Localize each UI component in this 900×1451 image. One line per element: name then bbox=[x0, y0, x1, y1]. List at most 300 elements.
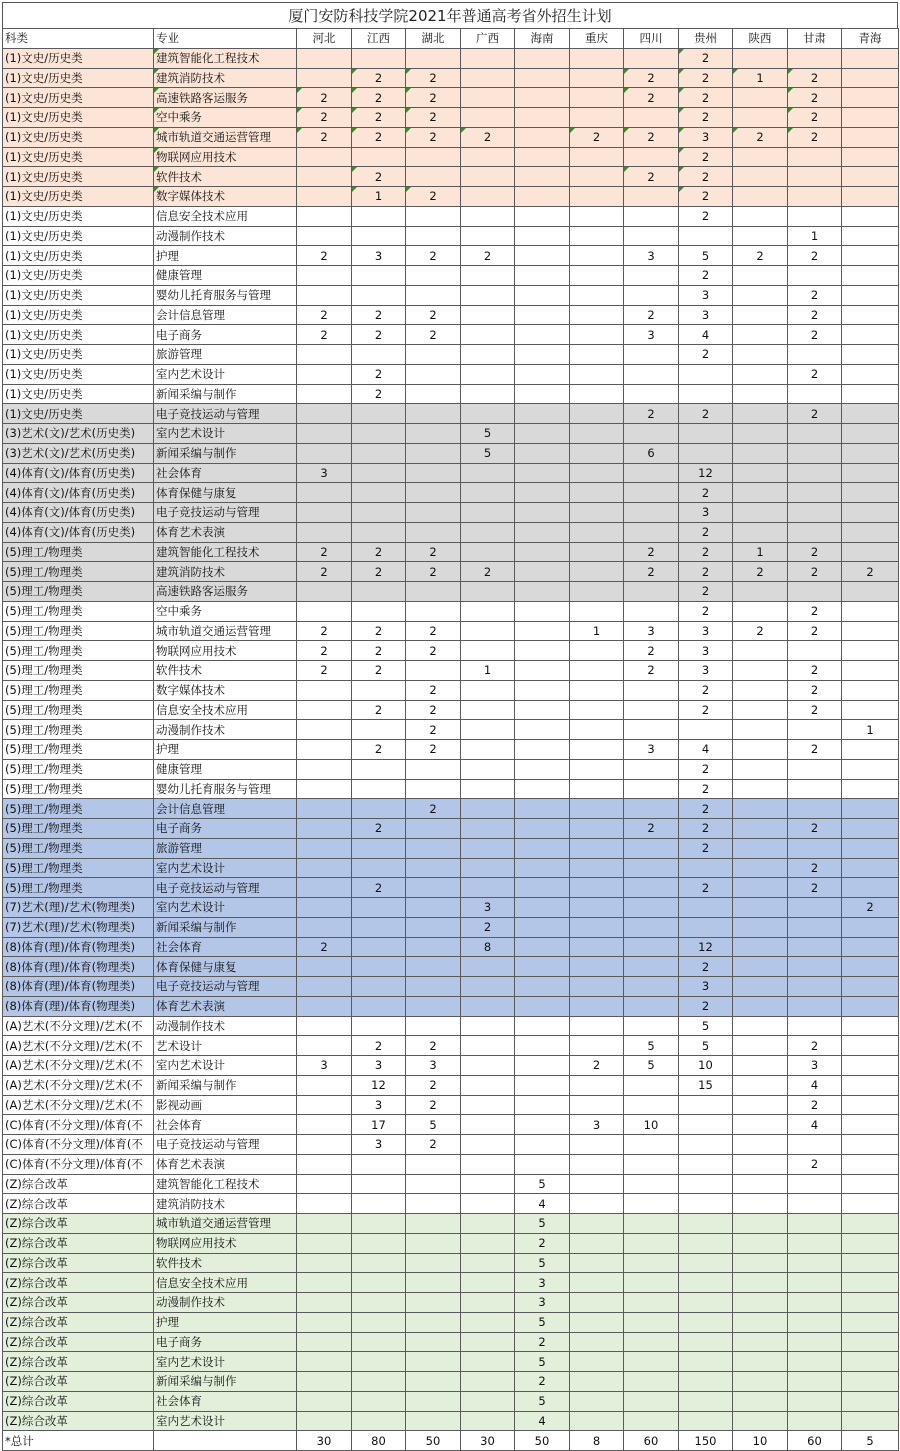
quota-cell[interactable]: 2 bbox=[406, 88, 461, 108]
quota-cell[interactable] bbox=[515, 404, 570, 424]
quota-cell[interactable] bbox=[297, 957, 352, 977]
quota-cell[interactable]: 2 bbox=[679, 759, 733, 779]
quota-cell[interactable]: 3 bbox=[515, 1293, 570, 1313]
quota-cell[interactable]: 2 bbox=[624, 305, 679, 325]
quota-cell[interactable] bbox=[624, 384, 679, 404]
category-cell[interactable]: (Z)综合改革 bbox=[3, 1332, 154, 1352]
quota-cell[interactable] bbox=[352, 996, 406, 1016]
quota-cell[interactable]: 17 bbox=[352, 1115, 406, 1135]
major-cell[interactable]: 社会体育 bbox=[154, 1391, 297, 1411]
quota-cell[interactable]: 2 bbox=[788, 108, 842, 128]
major-cell[interactable]: 电子竞技运动与管理 bbox=[154, 503, 297, 523]
category-cell[interactable]: (8)体育(理)/体育(物理类) bbox=[3, 957, 154, 977]
quota-cell[interactable] bbox=[842, 799, 899, 819]
quota-cell[interactable] bbox=[297, 582, 352, 602]
category-cell[interactable]: (1)文史/历史类 bbox=[3, 167, 154, 187]
quota-cell[interactable] bbox=[733, 641, 788, 661]
quota-cell[interactable]: 2 bbox=[352, 384, 406, 404]
quota-cell[interactable]: 2 bbox=[788, 562, 842, 582]
quota-cell[interactable] bbox=[570, 503, 624, 523]
quota-cell[interactable] bbox=[515, 700, 570, 720]
major-cell[interactable]: 软件技术 bbox=[154, 167, 297, 187]
quota-cell[interactable] bbox=[624, 601, 679, 621]
quota-cell[interactable] bbox=[461, 1352, 515, 1372]
quota-cell[interactable] bbox=[297, 1095, 352, 1115]
quota-cell[interactable] bbox=[842, 1056, 899, 1076]
quota-cell[interactable] bbox=[515, 187, 570, 207]
quota-cell[interactable]: 2 bbox=[679, 680, 733, 700]
quota-cell[interactable] bbox=[624, 720, 679, 740]
category-cell[interactable]: (C)体育(不分文理)/体育(不 bbox=[3, 1115, 154, 1135]
quota-cell[interactable] bbox=[461, 1016, 515, 1036]
quota-cell[interactable]: 3 bbox=[679, 503, 733, 523]
quota-cell[interactable]: 2 bbox=[297, 661, 352, 681]
category-cell[interactable]: (5)理工/物理类 bbox=[3, 680, 154, 700]
quota-cell[interactable] bbox=[679, 1372, 733, 1392]
quota-cell[interactable] bbox=[788, 1233, 842, 1253]
quota-cell[interactable]: 2 bbox=[679, 88, 733, 108]
quota-cell[interactable] bbox=[515, 206, 570, 226]
quota-cell[interactable] bbox=[788, 779, 842, 799]
quota-cell[interactable]: 2 bbox=[788, 404, 842, 424]
quota-cell[interactable]: 2 bbox=[679, 957, 733, 977]
quota-cell[interactable] bbox=[788, 996, 842, 1016]
quota-cell[interactable]: 2 bbox=[515, 1332, 570, 1352]
quota-cell[interactable]: 2 bbox=[679, 878, 733, 898]
major-cell[interactable]: 旅游管理 bbox=[154, 838, 297, 858]
quota-cell[interactable] bbox=[297, 1312, 352, 1332]
major-cell[interactable]: 室内艺术设计 bbox=[154, 1411, 297, 1431]
quota-cell[interactable] bbox=[788, 1293, 842, 1313]
quota-cell[interactable]: 2 bbox=[352, 88, 406, 108]
quota-cell[interactable]: 2 bbox=[352, 325, 406, 345]
quota-cell[interactable]: 2 bbox=[352, 1036, 406, 1056]
quota-cell[interactable]: 80 bbox=[352, 1431, 406, 1451]
quota-cell[interactable]: 2 bbox=[788, 127, 842, 147]
major-cell[interactable]: 电子商务 bbox=[154, 325, 297, 345]
major-cell[interactable]: 城市轨道交通运营管理 bbox=[154, 127, 297, 147]
category-cell[interactable]: (7)艺术(理)/艺术(物理类) bbox=[3, 898, 154, 918]
quota-cell[interactable] bbox=[406, 483, 461, 503]
quota-cell[interactable] bbox=[406, 878, 461, 898]
quota-cell[interactable]: 2 bbox=[679, 266, 733, 286]
column-header[interactable]: 青海 bbox=[842, 29, 899, 49]
quota-cell[interactable] bbox=[461, 325, 515, 345]
category-cell[interactable]: (1)文史/历史类 bbox=[3, 108, 154, 128]
quota-cell[interactable] bbox=[842, 759, 899, 779]
category-cell[interactable]: (Z)综合改革 bbox=[3, 1293, 154, 1313]
quota-cell[interactable]: 2 bbox=[406, 325, 461, 345]
quota-cell[interactable] bbox=[624, 898, 679, 918]
quota-cell[interactable] bbox=[297, 424, 352, 444]
category-cell[interactable]: (5)理工/物理类 bbox=[3, 799, 154, 819]
quota-cell[interactable] bbox=[515, 819, 570, 839]
quota-cell[interactable] bbox=[297, 48, 352, 68]
quota-cell[interactable] bbox=[624, 977, 679, 997]
quota-cell[interactable]: 2 bbox=[406, 720, 461, 740]
major-cell[interactable]: 体育保健与康复 bbox=[154, 957, 297, 977]
quota-cell[interactable]: 3 bbox=[297, 1056, 352, 1076]
quota-cell[interactable]: 5 bbox=[679, 246, 733, 266]
quota-cell[interactable]: 2 bbox=[679, 522, 733, 542]
quota-cell[interactable] bbox=[570, 1016, 624, 1036]
quota-cell[interactable] bbox=[570, 522, 624, 542]
quota-cell[interactable] bbox=[352, 601, 406, 621]
quota-cell[interactable] bbox=[733, 1056, 788, 1076]
quota-cell[interactable] bbox=[570, 977, 624, 997]
quota-cell[interactable] bbox=[788, 1135, 842, 1155]
quota-cell[interactable] bbox=[679, 1253, 733, 1273]
quota-cell[interactable] bbox=[406, 977, 461, 997]
quota-cell[interactable] bbox=[461, 838, 515, 858]
quota-cell[interactable]: 2 bbox=[679, 167, 733, 187]
quota-cell[interactable] bbox=[352, 285, 406, 305]
quota-cell[interactable] bbox=[570, 582, 624, 602]
category-cell[interactable]: (Z)综合改革 bbox=[3, 1352, 154, 1372]
quota-cell[interactable] bbox=[679, 226, 733, 246]
major-cell[interactable]: 室内艺术设计 bbox=[154, 1056, 297, 1076]
quota-cell[interactable] bbox=[352, 1273, 406, 1293]
major-cell[interactable]: 数字媒体技术 bbox=[154, 680, 297, 700]
quota-cell[interactable] bbox=[297, 878, 352, 898]
quota-cell[interactable] bbox=[570, 898, 624, 918]
quota-cell[interactable] bbox=[733, 601, 788, 621]
quota-cell[interactable] bbox=[842, 404, 899, 424]
quota-cell[interactable] bbox=[297, 364, 352, 384]
quota-cell[interactable] bbox=[406, 1312, 461, 1332]
quota-cell[interactable]: 5 bbox=[679, 1016, 733, 1036]
quota-cell[interactable] bbox=[570, 641, 624, 661]
major-cell[interactable]: 新闻采编与制作 bbox=[154, 443, 297, 463]
quota-cell[interactable] bbox=[352, 266, 406, 286]
quota-cell[interactable] bbox=[624, 266, 679, 286]
quota-cell[interactable] bbox=[570, 779, 624, 799]
quota-cell[interactable] bbox=[733, 858, 788, 878]
quota-cell[interactable] bbox=[352, 1016, 406, 1036]
quota-cell[interactable] bbox=[624, 1174, 679, 1194]
category-cell[interactable]: (5)理工/物理类 bbox=[3, 582, 154, 602]
quota-cell[interactable]: 2 bbox=[352, 108, 406, 128]
quota-cell[interactable] bbox=[679, 443, 733, 463]
quota-cell[interactable] bbox=[352, 838, 406, 858]
quota-cell[interactable] bbox=[461, 1154, 515, 1174]
quota-cell[interactable]: 2 bbox=[406, 187, 461, 207]
quota-cell[interactable] bbox=[842, 68, 899, 88]
quota-cell[interactable]: 3 bbox=[788, 1056, 842, 1076]
quota-cell[interactable] bbox=[461, 1411, 515, 1431]
major-cell[interactable]: 电子竞技运动与管理 bbox=[154, 977, 297, 997]
quota-cell[interactable]: 2 bbox=[733, 246, 788, 266]
quota-cell[interactable]: 10 bbox=[624, 1115, 679, 1135]
quota-cell[interactable] bbox=[842, 858, 899, 878]
quota-cell[interactable] bbox=[624, 680, 679, 700]
quota-cell[interactable] bbox=[297, 799, 352, 819]
quota-cell[interactable] bbox=[842, 364, 899, 384]
quota-cell[interactable] bbox=[297, 1214, 352, 1234]
quota-cell[interactable] bbox=[733, 463, 788, 483]
quota-cell[interactable] bbox=[733, 147, 788, 167]
quota-cell[interactable] bbox=[788, 898, 842, 918]
quota-cell[interactable]: 2 bbox=[297, 127, 352, 147]
quota-cell[interactable]: 2 bbox=[788, 858, 842, 878]
quota-cell[interactable] bbox=[570, 740, 624, 760]
quota-cell[interactable] bbox=[624, 582, 679, 602]
major-cell[interactable]: 艺术设计 bbox=[154, 1036, 297, 1056]
column-header[interactable]: 科类 bbox=[3, 29, 154, 49]
quota-cell[interactable]: 2 bbox=[679, 345, 733, 365]
quota-cell[interactable]: 2 bbox=[679, 48, 733, 68]
quota-cell[interactable]: 2 bbox=[842, 562, 899, 582]
major-cell[interactable]: 电子竞技运动与管理 bbox=[154, 404, 297, 424]
quota-cell[interactable] bbox=[297, 1352, 352, 1372]
quota-cell[interactable] bbox=[515, 483, 570, 503]
quota-cell[interactable] bbox=[570, 48, 624, 68]
category-cell[interactable]: (5)理工/物理类 bbox=[3, 858, 154, 878]
quota-cell[interactable] bbox=[406, 601, 461, 621]
quota-cell[interactable]: 2 bbox=[461, 562, 515, 582]
quota-cell[interactable] bbox=[515, 226, 570, 246]
quota-cell[interactable] bbox=[297, 266, 352, 286]
quota-cell[interactable] bbox=[788, 503, 842, 523]
quota-cell[interactable] bbox=[461, 364, 515, 384]
quota-cell[interactable] bbox=[352, 463, 406, 483]
quota-cell[interactable] bbox=[570, 601, 624, 621]
quota-cell[interactable]: 2 bbox=[461, 127, 515, 147]
major-cell[interactable]: 护理 bbox=[154, 1312, 297, 1332]
quota-cell[interactable] bbox=[515, 542, 570, 562]
major-cell[interactable]: 护理 bbox=[154, 246, 297, 266]
quota-cell[interactable] bbox=[570, 483, 624, 503]
quota-cell[interactable] bbox=[624, 1391, 679, 1411]
quota-cell[interactable] bbox=[406, 1194, 461, 1214]
quota-cell[interactable] bbox=[297, 1135, 352, 1155]
quota-cell[interactable] bbox=[406, 1273, 461, 1293]
quota-cell[interactable] bbox=[406, 345, 461, 365]
quota-cell[interactable]: 2 bbox=[297, 325, 352, 345]
category-cell[interactable]: (5)理工/物理类 bbox=[3, 661, 154, 681]
major-cell[interactable]: 体育艺术表演 bbox=[154, 996, 297, 1016]
quota-cell[interactable]: 2 bbox=[297, 542, 352, 562]
quota-cell[interactable] bbox=[406, 1016, 461, 1036]
quota-cell[interactable] bbox=[842, 88, 899, 108]
quota-cell[interactable]: 2 bbox=[406, 127, 461, 147]
quota-cell[interactable] bbox=[842, 1293, 899, 1313]
quota-cell[interactable] bbox=[406, 48, 461, 68]
quota-cell[interactable] bbox=[733, 1273, 788, 1293]
quota-cell[interactable]: 2 bbox=[788, 364, 842, 384]
category-cell[interactable]: (1)文史/历史类 bbox=[3, 206, 154, 226]
category-cell[interactable]: (1)文史/历史类 bbox=[3, 68, 154, 88]
quota-cell[interactable] bbox=[570, 1391, 624, 1411]
quota-cell[interactable] bbox=[570, 88, 624, 108]
category-cell[interactable]: (1)文史/历史类 bbox=[3, 88, 154, 108]
quota-cell[interactable] bbox=[297, 1115, 352, 1135]
quota-cell[interactable] bbox=[733, 1352, 788, 1372]
quota-cell[interactable] bbox=[733, 819, 788, 839]
major-cell[interactable]: 电子竞技运动与管理 bbox=[154, 878, 297, 898]
quota-cell[interactable] bbox=[297, 1411, 352, 1431]
quota-cell[interactable]: 3 bbox=[352, 1056, 406, 1076]
category-cell[interactable]: (1)文史/历史类 bbox=[3, 285, 154, 305]
quota-cell[interactable] bbox=[352, 1194, 406, 1214]
major-cell[interactable]: 动漫制作技术 bbox=[154, 720, 297, 740]
quota-cell[interactable]: 5 bbox=[679, 1036, 733, 1056]
quota-cell[interactable] bbox=[297, 740, 352, 760]
quota-cell[interactable] bbox=[733, 285, 788, 305]
quota-cell[interactable]: 5 bbox=[461, 443, 515, 463]
quota-cell[interactable] bbox=[461, 345, 515, 365]
quota-cell[interactable]: 2 bbox=[679, 838, 733, 858]
quota-cell[interactable] bbox=[570, 542, 624, 562]
quota-cell[interactable] bbox=[679, 1115, 733, 1135]
quota-cell[interactable] bbox=[461, 1194, 515, 1214]
quota-cell[interactable]: 2 bbox=[352, 878, 406, 898]
quota-cell[interactable] bbox=[352, 779, 406, 799]
quota-cell[interactable] bbox=[842, 1372, 899, 1392]
quota-cell[interactable] bbox=[297, 1332, 352, 1352]
quota-cell[interactable] bbox=[624, 937, 679, 957]
quota-cell[interactable] bbox=[679, 1233, 733, 1253]
quota-cell[interactable]: 8 bbox=[570, 1431, 624, 1451]
quota-cell[interactable] bbox=[297, 206, 352, 226]
quota-cell[interactable] bbox=[461, 641, 515, 661]
quota-cell[interactable]: 2 bbox=[406, 700, 461, 720]
quota-cell[interactable] bbox=[788, 443, 842, 463]
quota-cell[interactable] bbox=[570, 562, 624, 582]
quota-cell[interactable] bbox=[461, 1253, 515, 1273]
quota-cell[interactable] bbox=[679, 1391, 733, 1411]
quota-cell[interactable] bbox=[515, 364, 570, 384]
quota-cell[interactable]: 1 bbox=[461, 661, 515, 681]
quota-cell[interactable] bbox=[570, 1135, 624, 1155]
quota-cell[interactable] bbox=[733, 838, 788, 858]
column-header[interactable]: 四川 bbox=[624, 29, 679, 49]
quota-cell[interactable] bbox=[570, 1253, 624, 1273]
quota-cell[interactable] bbox=[570, 759, 624, 779]
quota-cell[interactable] bbox=[352, 680, 406, 700]
quota-cell[interactable] bbox=[788, 1253, 842, 1273]
quota-cell[interactable] bbox=[733, 1372, 788, 1392]
quota-cell[interactable] bbox=[624, 838, 679, 858]
quota-cell[interactable] bbox=[733, 1174, 788, 1194]
major-cell[interactable]: 室内艺术设计 bbox=[154, 424, 297, 444]
quota-cell[interactable] bbox=[570, 443, 624, 463]
quota-cell[interactable] bbox=[842, 147, 899, 167]
category-cell[interactable]: (Z)综合改革 bbox=[3, 1194, 154, 1214]
quota-cell[interactable] bbox=[842, 641, 899, 661]
quota-cell[interactable] bbox=[842, 1075, 899, 1095]
major-cell[interactable] bbox=[154, 1431, 297, 1451]
major-cell[interactable]: 室内艺术设计 bbox=[154, 898, 297, 918]
quota-cell[interactable] bbox=[624, 858, 679, 878]
major-cell[interactable]: 物联网应用技术 bbox=[154, 1233, 297, 1253]
quota-cell[interactable]: 2 bbox=[733, 621, 788, 641]
quota-cell[interactable] bbox=[352, 977, 406, 997]
quota-cell[interactable]: 2 bbox=[788, 621, 842, 641]
quota-cell[interactable]: 2 bbox=[788, 601, 842, 621]
quota-cell[interactable] bbox=[624, 147, 679, 167]
category-cell[interactable]: (4)体育(文)/体育(历史类) bbox=[3, 463, 154, 483]
quota-cell[interactable] bbox=[842, 779, 899, 799]
quota-cell[interactable] bbox=[570, 957, 624, 977]
quota-cell[interactable]: 8 bbox=[461, 937, 515, 957]
major-cell[interactable]: 室内艺术设计 bbox=[154, 1352, 297, 1372]
quota-cell[interactable] bbox=[515, 1095, 570, 1115]
quota-cell[interactable] bbox=[570, 325, 624, 345]
quota-cell[interactable] bbox=[733, 1194, 788, 1214]
quota-cell[interactable] bbox=[297, 503, 352, 523]
quota-cell[interactable] bbox=[570, 700, 624, 720]
quota-cell[interactable] bbox=[679, 898, 733, 918]
quota-cell[interactable] bbox=[352, 1332, 406, 1352]
quota-cell[interactable] bbox=[406, 384, 461, 404]
quota-cell[interactable] bbox=[406, 226, 461, 246]
quota-cell[interactable] bbox=[788, 1391, 842, 1411]
quota-cell[interactable] bbox=[515, 601, 570, 621]
category-cell[interactable]: (1)文史/历史类 bbox=[3, 226, 154, 246]
quota-cell[interactable] bbox=[515, 621, 570, 641]
quota-cell[interactable] bbox=[461, 819, 515, 839]
quota-cell[interactable] bbox=[352, 1174, 406, 1194]
category-cell[interactable]: (4)体育(文)/体育(历史类) bbox=[3, 483, 154, 503]
category-cell[interactable]: (Z)综合改革 bbox=[3, 1233, 154, 1253]
quota-cell[interactable] bbox=[733, 1036, 788, 1056]
major-cell[interactable]: 空中乘务 bbox=[154, 108, 297, 128]
quota-cell[interactable] bbox=[461, 621, 515, 641]
quota-cell[interactable] bbox=[352, 522, 406, 542]
quota-cell[interactable]: 2 bbox=[352, 700, 406, 720]
quota-cell[interactable] bbox=[842, 226, 899, 246]
quota-cell[interactable] bbox=[842, 819, 899, 839]
category-cell[interactable]: (A)艺术(不分文理)/艺术(不 bbox=[3, 1075, 154, 1095]
quota-cell[interactable] bbox=[461, 522, 515, 542]
quota-cell[interactable] bbox=[842, 463, 899, 483]
major-cell[interactable]: 电子竞技运动与管理 bbox=[154, 1135, 297, 1155]
quota-cell[interactable]: 150 bbox=[679, 1431, 733, 1451]
major-cell[interactable]: 新闻采编与制作 bbox=[154, 1372, 297, 1392]
major-cell[interactable]: 婴幼儿托育服务与管理 bbox=[154, 779, 297, 799]
quota-cell[interactable]: 3 bbox=[679, 977, 733, 997]
quota-cell[interactable] bbox=[461, 88, 515, 108]
quota-cell[interactable]: 3 bbox=[679, 621, 733, 641]
quota-cell[interactable] bbox=[842, 601, 899, 621]
quota-cell[interactable] bbox=[733, 1312, 788, 1332]
quota-cell[interactable] bbox=[352, 720, 406, 740]
quota-cell[interactable] bbox=[624, 1253, 679, 1273]
category-cell[interactable]: (3)艺术(文)/艺术(历史类) bbox=[3, 443, 154, 463]
quota-cell[interactable] bbox=[788, 917, 842, 937]
quota-cell[interactable] bbox=[406, 206, 461, 226]
quota-cell[interactable]: 2 bbox=[788, 88, 842, 108]
category-cell[interactable]: (A)艺术(不分文理)/艺术(不 bbox=[3, 1095, 154, 1115]
quota-cell[interactable] bbox=[461, 206, 515, 226]
quota-cell[interactable] bbox=[679, 384, 733, 404]
quota-cell[interactable] bbox=[624, 957, 679, 977]
quota-cell[interactable] bbox=[570, 206, 624, 226]
category-cell[interactable]: (1)文史/历史类 bbox=[3, 364, 154, 384]
quota-cell[interactable] bbox=[842, 1391, 899, 1411]
quota-cell[interactable]: 2 bbox=[352, 621, 406, 641]
quota-cell[interactable]: 10 bbox=[679, 1056, 733, 1076]
quota-cell[interactable] bbox=[733, 937, 788, 957]
quota-cell[interactable] bbox=[842, 1036, 899, 1056]
quota-cell[interactable] bbox=[733, 799, 788, 819]
quota-cell[interactable]: 3 bbox=[624, 325, 679, 345]
category-cell[interactable]: (1)文史/历史类 bbox=[3, 187, 154, 207]
quota-cell[interactable]: 2 bbox=[297, 246, 352, 266]
quota-cell[interactable]: 2 bbox=[352, 740, 406, 760]
column-header[interactable]: 河北 bbox=[297, 29, 352, 49]
